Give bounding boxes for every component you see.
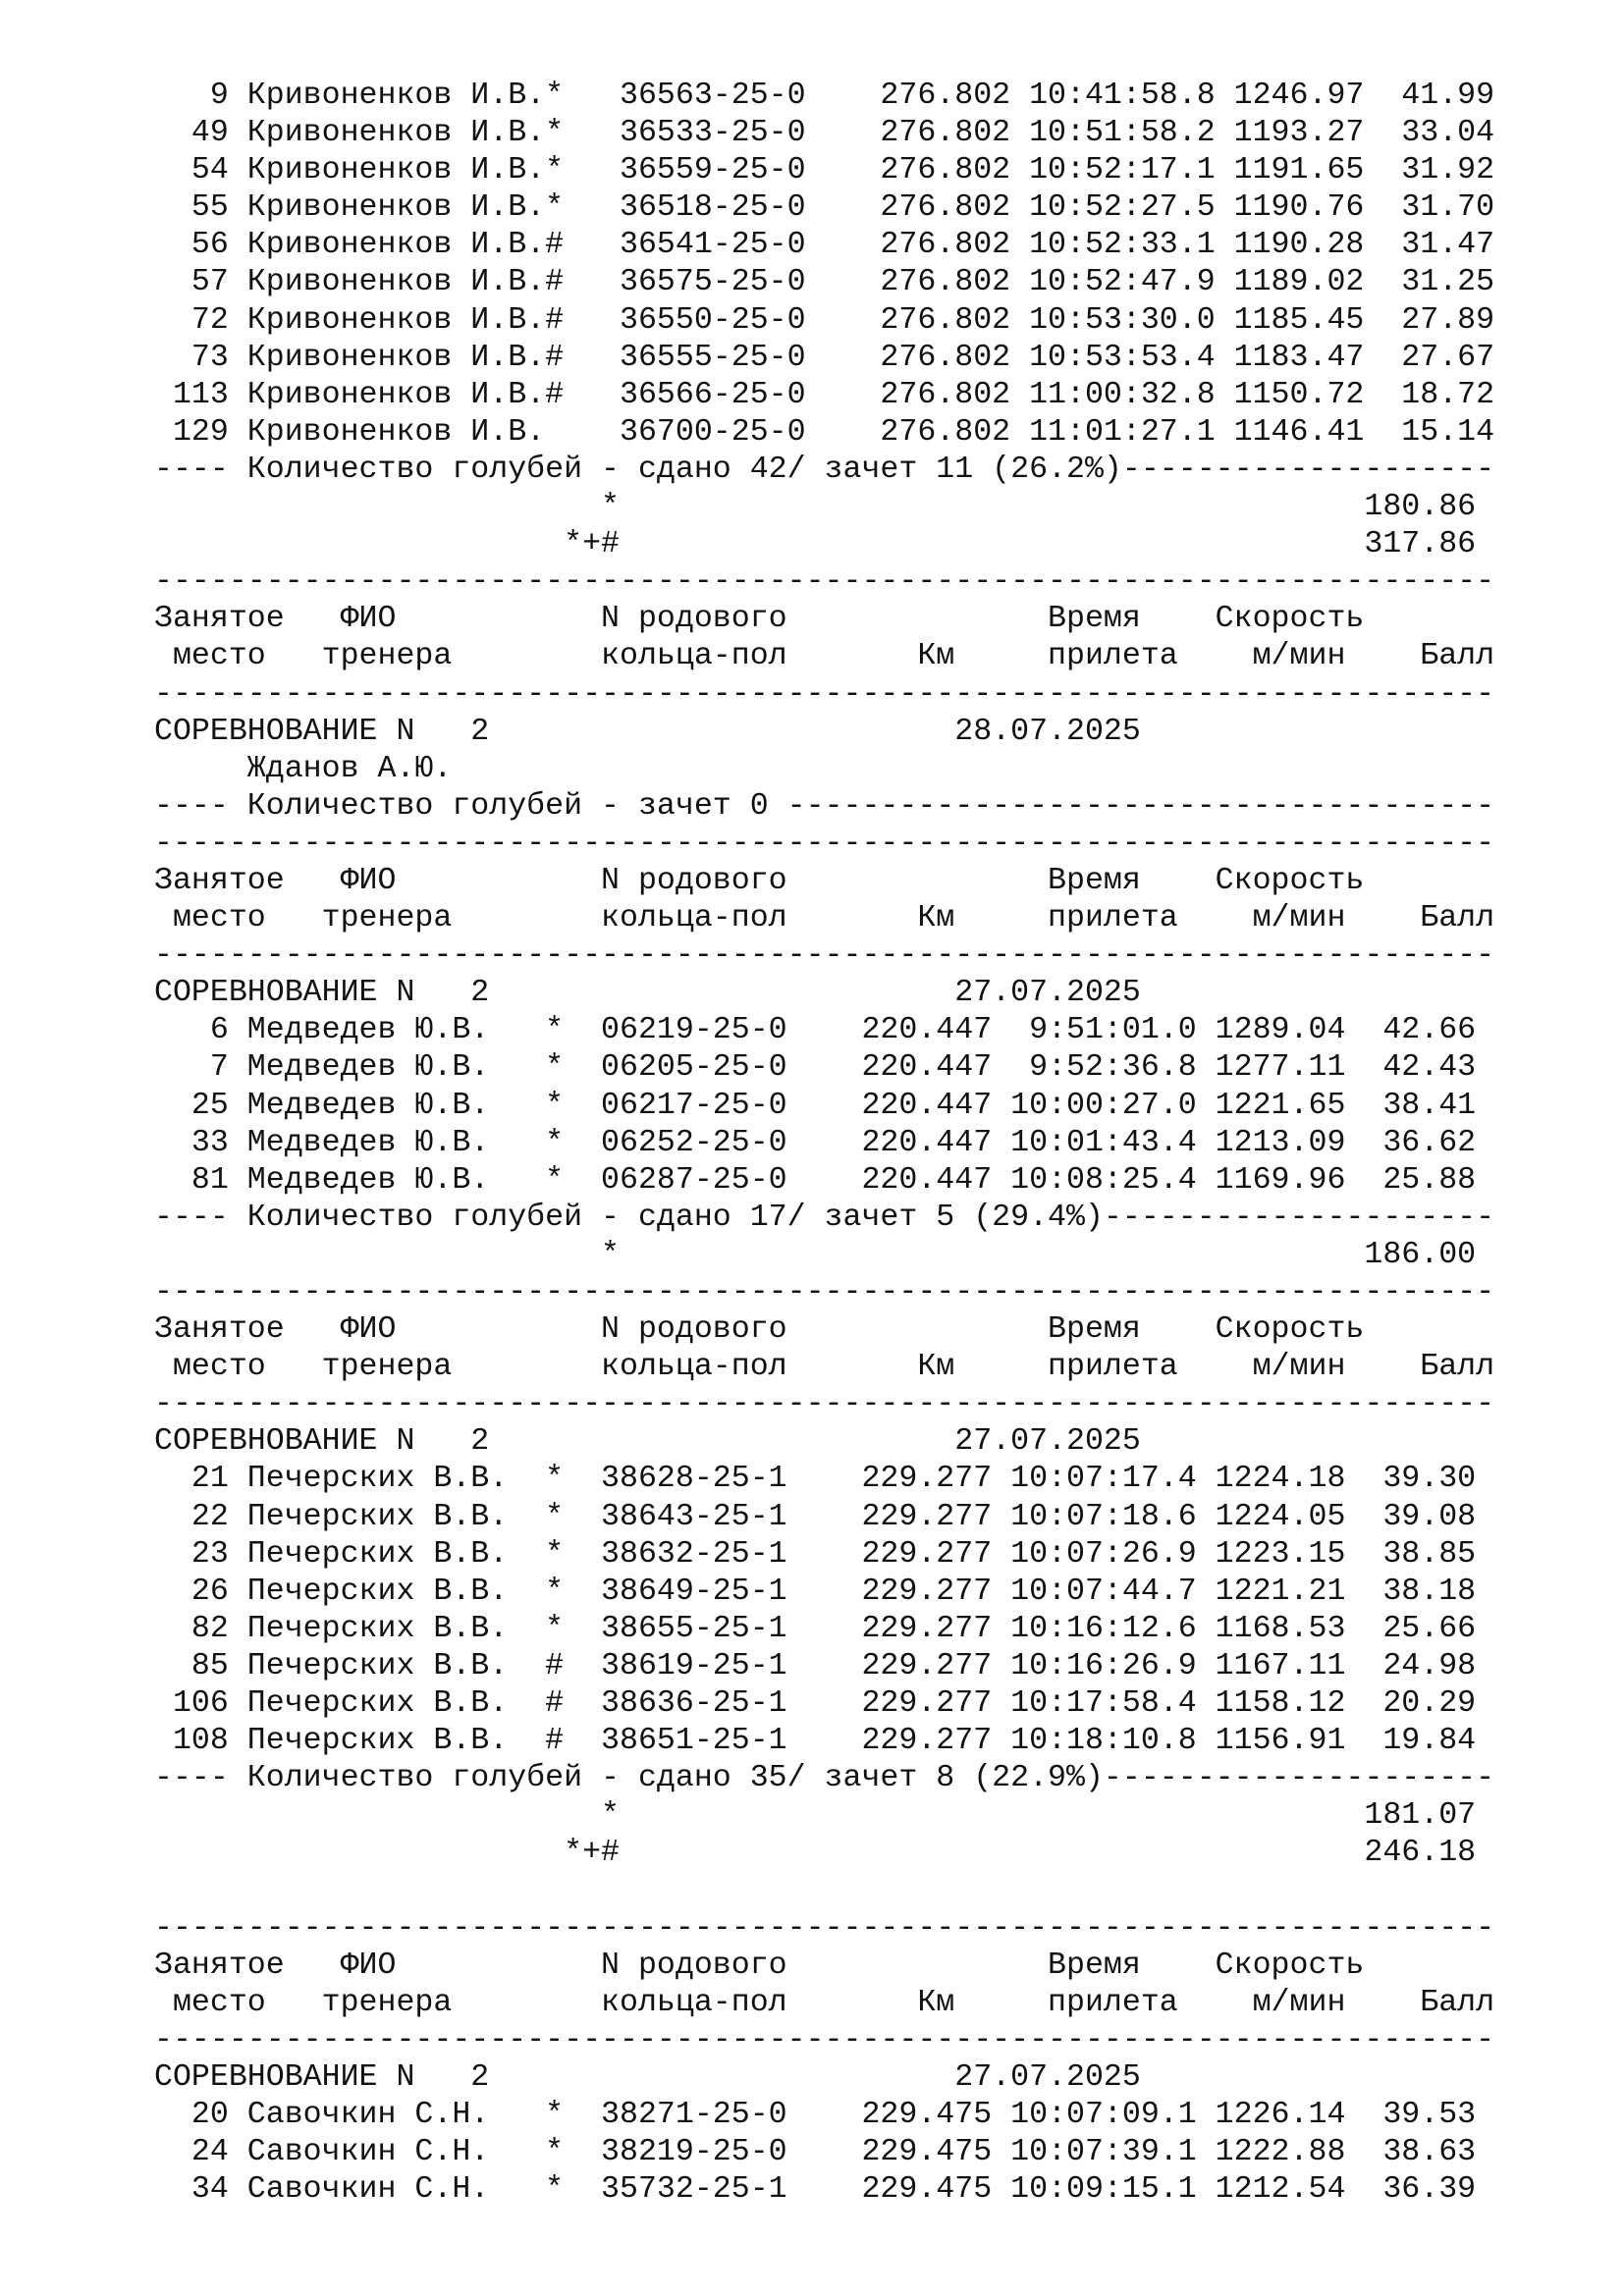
report-line: ------------------------------------------------------------------------ bbox=[154, 826, 1495, 861]
report-line: 81 Медведев Ю.В. * 06287-25-0 220.447 10:08:25.4 1169.96 25.88 bbox=[154, 1162, 1477, 1198]
report-line: Жданов А.Ю. bbox=[154, 751, 453, 786]
report-line: ------------------------------------------------------------------------ bbox=[154, 938, 1495, 974]
report-line: 24 Савочкин С.Н. * 38219-25-0 229.475 10:07:39.1 1222.88 38.63 bbox=[154, 2135, 1477, 2170]
report-line: 6 Медведев Ю.В. * 06219-25-0 220.447 9:51:01.0 1289.04 42.66 bbox=[154, 1013, 1477, 1048]
report-line: место тренера кольца-пол Км прилета м/мин Балл bbox=[154, 1985, 1495, 2020]
report-line bbox=[154, 1873, 1494, 1910]
report-line: 72 Кривоненков И.В.# 36550-25-0 276.802 10:53:30.0 1185.45 27.89 bbox=[154, 302, 1495, 338]
report-line: * 186.00 bbox=[154, 1237, 1477, 1272]
report-line: 108 Печерских В.В. # 38651-25-1 229.277 10:18:10.8 1156.91 19.84 bbox=[154, 1724, 1477, 1759]
report-line: СОРЕВНОВАНИЕ N 2 27.07.2025 bbox=[154, 2059, 1141, 2095]
report-line: 73 Кривоненков И.В.# 36555-25-0 276.802 10:53:53.4 1183.47 27.67 bbox=[154, 340, 1495, 375]
report-line: ---- Количество голубей - зачет 0 -------------------------------------- bbox=[154, 788, 1495, 824]
report-line: 20 Савочкин С.Н. * 38271-25-0 229.475 10:07:09.1 1226.14 39.53 bbox=[154, 2098, 1477, 2133]
report-line: СОРЕВНОВАНИЕ N 2 27.07.2025 bbox=[154, 976, 1141, 1011]
report-line: ------------------------------------------------------------------------ bbox=[154, 1275, 1495, 1309]
report-line: СОРЕВНОВАНИЕ N 2 28.07.2025 bbox=[154, 714, 1141, 749]
report-line: 54 Кривоненков И.В.* 36559-25-0 276.802 10:52:17.1 1191.65 31.92 bbox=[154, 153, 1495, 188]
report-line: * 180.86 bbox=[154, 490, 1477, 525]
report-line: 22 Печерских В.В. * 38643-25-1 229.277 10:07:18.6 1224.05 39.08 bbox=[154, 1499, 1477, 1534]
report-line: 7 Медведев Ю.В. * 06205-25-0 220.447 9:52:36.8 1277.11 42.43 bbox=[154, 1050, 1477, 1086]
report-line: СОРЕВНОВАНИЕ N 2 27.07.2025 bbox=[154, 1424, 1141, 1460]
report-line: 26 Печерских В.В. * 38649-25-1 229.277 10:07:44.7 1221.21 38.18 bbox=[154, 1574, 1477, 1609]
report-line: *+# 246.18 bbox=[154, 1836, 1477, 1871]
report-line: 9 Кривоненков И.В.* 36563-25-0 276.802 10:41:58.8 1246.97 41.99 bbox=[154, 79, 1495, 113]
report-line: 49 Кривоненков И.В.* 36533-25-0 276.802 10:51:58.2 1193.27 33.04 bbox=[154, 116, 1495, 151]
report-line: ------------------------------------------------------------------------ bbox=[154, 1387, 1495, 1422]
report-line: 113 Кривоненков И.В.# 36566-25-0 276.802 11:00:32.8 1150.72 18.72 bbox=[154, 377, 1495, 412]
report-line: 57 Кривоненков И.В.# 36575-25-0 276.802 10:52:47.9 1189.02 31.25 bbox=[154, 265, 1495, 300]
report-line: Занятое ФИО N родового Время Скорость bbox=[154, 602, 1365, 637]
report-line: 106 Печерских В.В. # 38636-25-1 229.277 10:17:58.4 1158.12 20.29 bbox=[154, 1686, 1477, 1722]
report-line: место тренера кольца-пол Км прилета м/мин Балл bbox=[154, 639, 1495, 674]
report-line: ---- Количество голубей - сдано 17/ зачет 5 (29.4%)--------------------- bbox=[154, 1200, 1495, 1235]
report-line: ---- Количество голубей - сдано 35/ зачет 8 (22.9%)--------------------- bbox=[154, 1761, 1495, 1796]
report-line: 23 Печерских В.В. * 38632-25-1 229.277 10:07:26.9 1223.15 38.85 bbox=[154, 1536, 1477, 1572]
report-line: место тренера кольца-пол Км прилета м/мин Балл bbox=[154, 901, 1495, 936]
report-line: Занятое ФИО N родового Время Скорость bbox=[154, 1948, 1365, 1983]
report-line: 129 Кривоненков И.В. 36700-25-0 276.802 11:01:27.1 1146.41 15.14 bbox=[154, 414, 1495, 450]
report-line: *+# 317.86 bbox=[154, 527, 1477, 562]
report-line: 56 Кривоненков И.В.# 36541-25-0 276.802 10:52:33.1 1190.28 31.47 bbox=[154, 228, 1495, 263]
report-line: ------------------------------------------------------------------------ bbox=[154, 676, 1495, 712]
report-line: ------------------------------------------------------------------------ bbox=[154, 1910, 1495, 1946]
report-line: 34 Савочкин С.Н. * 35732-25-1 229.475 10:09:15.1 1212.54 36.39 bbox=[154, 2172, 1477, 2208]
report-line: ------------------------------------------------------------------------ bbox=[154, 2022, 1495, 2057]
report-line: 85 Печерских В.В. # 38619-25-1 229.277 10:16:26.9 1167.11 24.98 bbox=[154, 1648, 1477, 1683]
report-line: Занятое ФИО N родового Время Скорость bbox=[154, 863, 1365, 898]
report-line: 21 Печерских В.В. * 38628-25-1 229.277 10:07:17.4 1224.18 39.30 bbox=[154, 1462, 1477, 1497]
report-line: 33 Медведев Ю.В. * 06252-25-0 220.447 10:01:43.4 1213.09 36.62 bbox=[154, 1125, 1477, 1160]
report-line: * 181.07 bbox=[154, 1798, 1477, 1834]
report-line: 82 Печерских В.В. * 38655-25-1 229.277 10:16:12.6 1168.53 25.66 bbox=[154, 1611, 1477, 1646]
report-line: Занятое ФИО N родового Время Скорость bbox=[154, 1312, 1365, 1348]
results-printout bbox=[154, 78, 1494, 2209]
report-line: 25 Медведев Ю.В. * 06217-25-0 220.447 10:00:27.0 1221.65 38.41 bbox=[154, 1088, 1477, 1123]
report-line: 55 Кривоненков И.В.* 36518-25-0 276.802 10:52:27.5 1190.76 31.70 bbox=[154, 190, 1495, 226]
report-line: место тренера кольца-пол Км прилета м/мин Балл bbox=[154, 1350, 1495, 1385]
report-line: ------------------------------------------------------------------------ bbox=[154, 564, 1495, 600]
report-line: ---- Количество голубей - сдано 42/ зачет 11 (26.2%)-------------------- bbox=[154, 452, 1495, 487]
